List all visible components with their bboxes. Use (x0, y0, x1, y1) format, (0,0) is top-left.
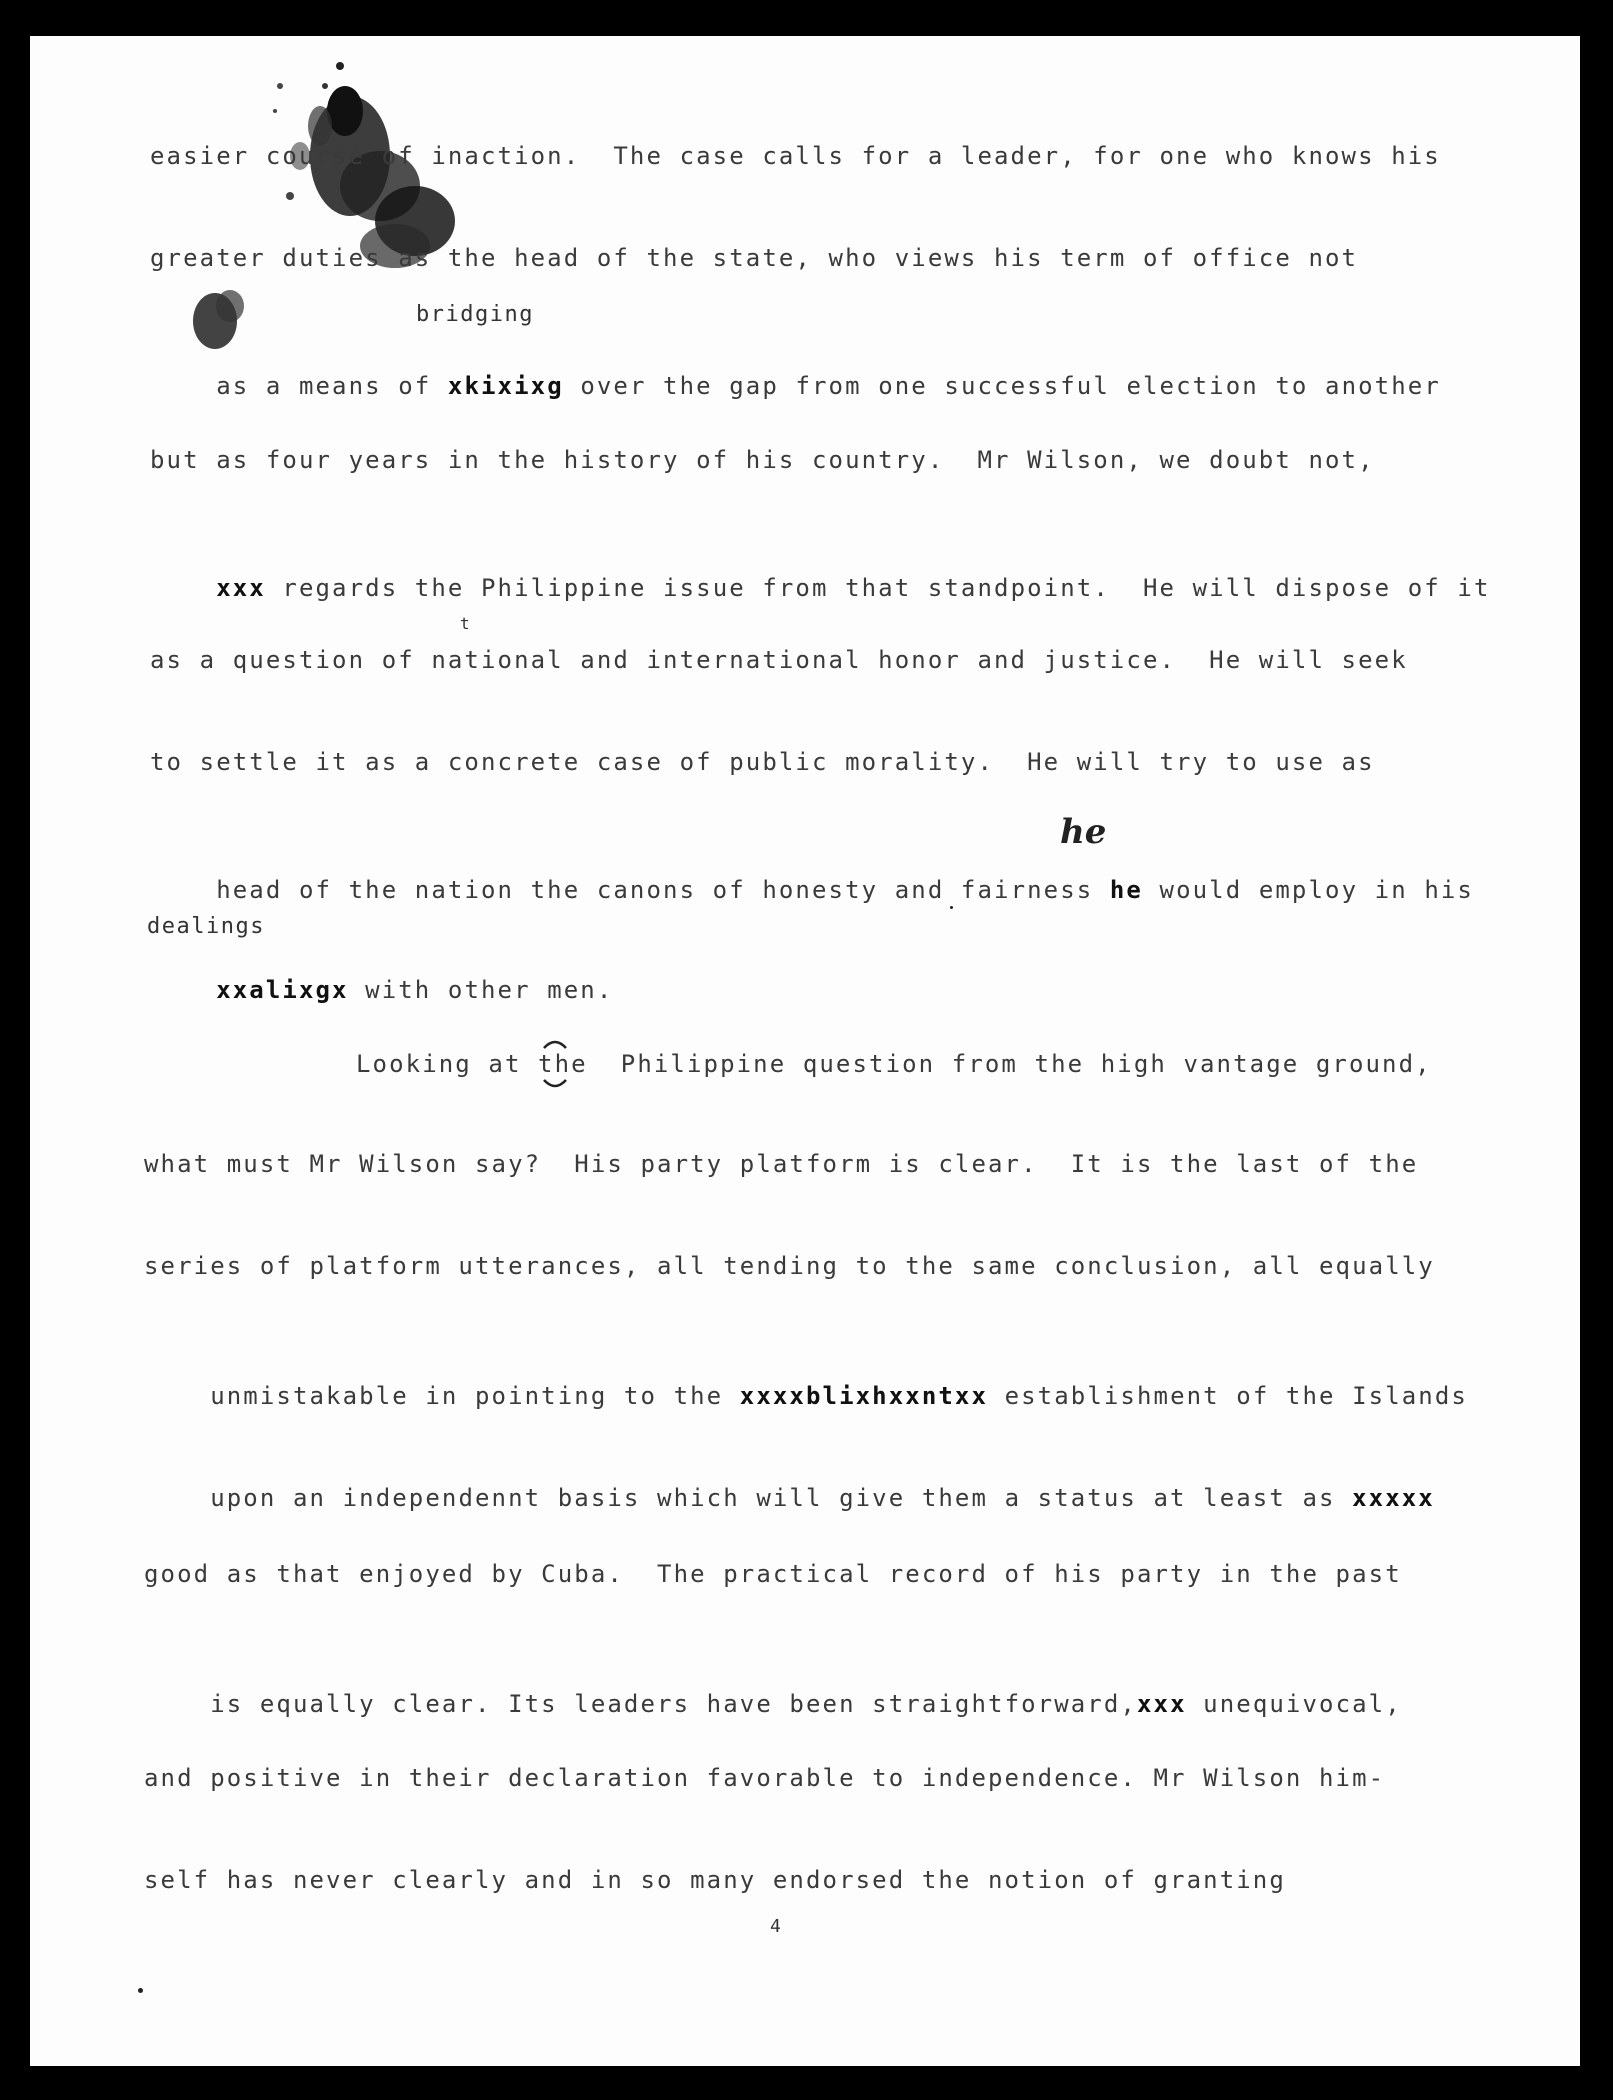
struck-out-word: xxx (1136, 1690, 1187, 1718)
stray-ink-dot (950, 906, 953, 909)
text-span: would employ in his (1142, 876, 1474, 904)
text-span: establishment of the Islands (988, 1382, 1468, 1410)
struck-out-word: xxxxblixhxxntxx (739, 1382, 989, 1410)
text-line-15: good as that enjoyed by Cuba. The practical record of his party in the past (144, 1560, 1402, 1588)
text-span: is equally clear. Its leaders have been straightforward, (210, 1690, 1137, 1718)
close-up-mark-icon (540, 1034, 570, 1094)
text-line-7: to settle it as a concrete case of public morality. He will try to use as (150, 748, 1375, 776)
text-line-2: greater duties as the head of the state, who views his term of office not (150, 244, 1359, 272)
text-line-5 (150, 546, 1491, 630)
struck-out-word: xxalixgx (216, 976, 349, 1004)
text-line-12: series of platform utterances, all tending to the same conclusion, all equally (144, 1252, 1435, 1280)
struck-out-word: xxx (216, 574, 266, 602)
text-span: unequivocal, (1186, 1690, 1402, 1718)
inserted-word-dealings: dealings (147, 914, 265, 939)
text-line-16 (144, 1662, 1402, 1746)
text-line-6: as a question of national and international honor and justice. He will seek (150, 646, 1408, 674)
text-span: regards the Philippine issue from that standpoint. He will dispose of it (265, 574, 1491, 602)
text-line-17: and positive in their declaration favorable to independence. Mr Wilson him- (144, 1764, 1386, 1792)
page-mark: 4 (770, 1916, 783, 1937)
text-line-10: Looking at the Philippine question from the high vantage ground, (356, 1050, 1432, 1078)
struck-out-word: he (1109, 876, 1143, 904)
text-span: over the gap from one successful election to another (563, 372, 1441, 400)
text-line-11: what must Mr Wilson say? His party platform is clear. It is the last of the (144, 1150, 1419, 1178)
text-line-8 (150, 848, 1474, 932)
text-span: upon an independennt basis which will give them a status at least as (210, 1484, 1353, 1512)
struck-out-word: xxxxx (1352, 1484, 1435, 1512)
text-line-1: easier course of inaction. The case calls for a leader, for one who knows his (150, 142, 1441, 170)
text-line-13 (144, 1354, 1468, 1438)
stray-ink-dot (138, 1988, 143, 1993)
ink-blot (170, 56, 490, 386)
t-insertion-mark: t (460, 614, 472, 633)
handwritten-he: he (1060, 812, 1107, 852)
struck-out-word: xkixixg (447, 372, 564, 400)
text-line-14 (144, 1456, 1435, 1540)
text-span: with other men. (348, 976, 614, 1004)
typescript-page (30, 36, 1580, 2066)
text-line-18: self has never clearly and in so many endorsed the notion of granting (144, 1866, 1286, 1894)
text-span: unmistakable in pointing to the (210, 1382, 740, 1410)
text-line-4: but as four years in the history of his country. Mr Wilson, we doubt not, (150, 446, 1375, 474)
inserted-word-bridging: bridging (416, 302, 534, 327)
text-span: head of the nation the canons of honesty and fairness (216, 876, 1110, 904)
text-line-3 (150, 344, 1441, 428)
text-span: as a means of (216, 372, 448, 400)
text-line-9 (150, 948, 613, 1032)
